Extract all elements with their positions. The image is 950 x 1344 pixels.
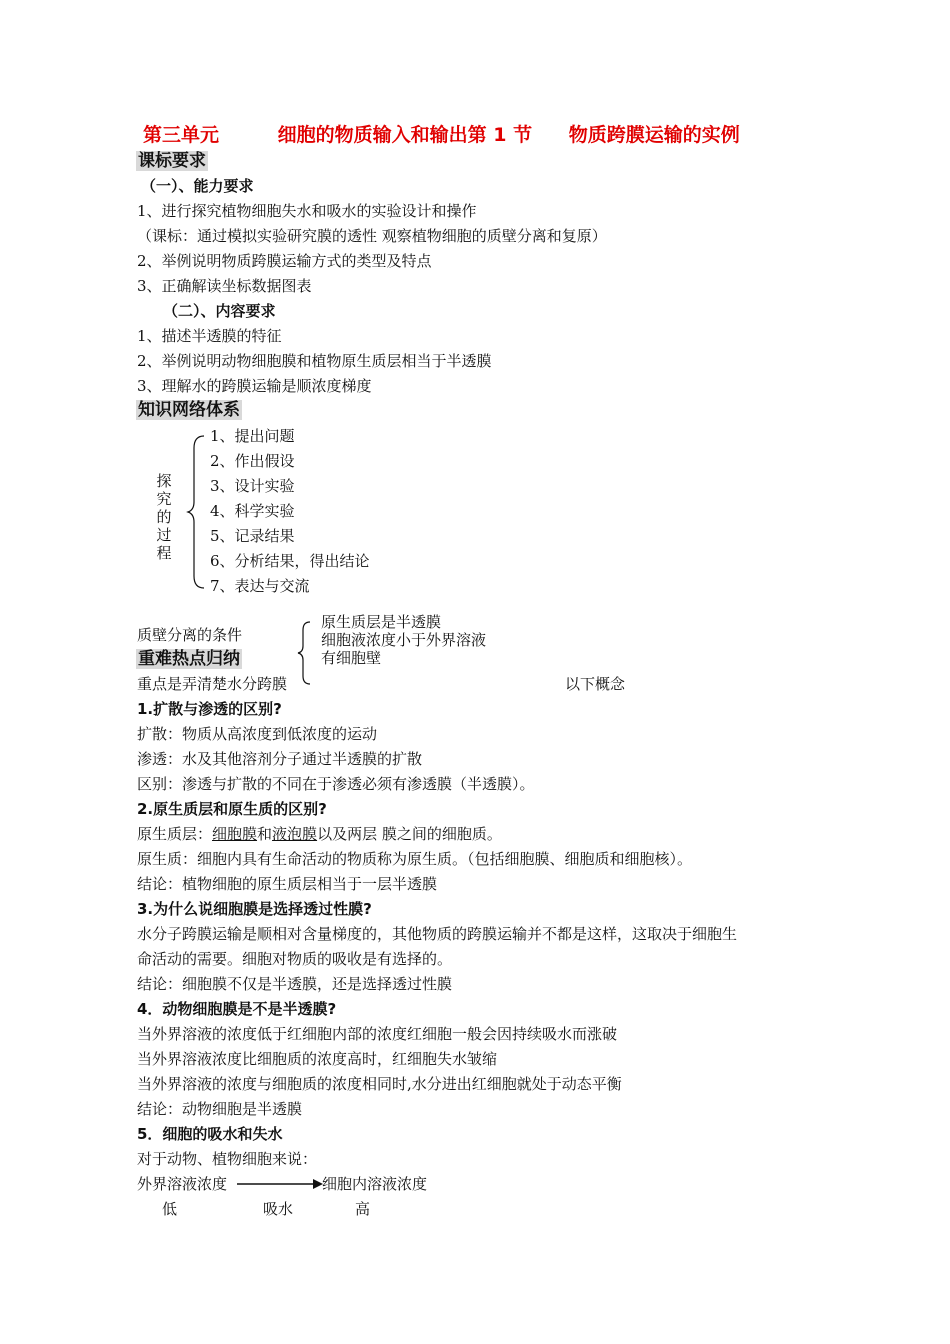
ability-heading: （一）、能力要求 xyxy=(141,177,254,195)
question-title: 5．细胞的吸水和失水 xyxy=(137,1125,283,1143)
answer-line: 结论：动物细胞是半透膜 xyxy=(137,1100,303,1118)
process-label-char: 究 xyxy=(156,490,172,508)
answer-line: 当外界溶液浓度比细胞质的浓度高时，红细胞失水皱缩 xyxy=(137,1050,498,1068)
page-title xyxy=(143,125,740,145)
answer-prefix: 原生质层： xyxy=(137,825,213,843)
process-step: 4、科学实验 xyxy=(210,502,295,520)
section-heading-knowledge: 知识网络体系 xyxy=(138,400,240,420)
answer-suffix: 以及两层 膜之间的细胞质。 xyxy=(317,825,502,843)
process-step: 7、表达与交流 xyxy=(210,577,310,595)
question-title: 1.扩散与渗透的区别? xyxy=(137,700,282,718)
underlined-term: 细胞膜 xyxy=(212,825,258,843)
key-intro-left: 重点是弄清楚水分跨膜 xyxy=(137,675,288,693)
process-label-char: 的 xyxy=(156,508,172,526)
plasmolysis-label: 质壁分离的条件 xyxy=(137,626,243,644)
content-item: 2、举例说明动物细胞膜和植物原生质层相当于半透膜 xyxy=(137,352,492,370)
process-step: 1、提出问题 xyxy=(210,427,295,445)
title-chapter: 细胞的物质输入和输出第 1 节 xyxy=(277,124,533,146)
flow-absorb: 吸水 xyxy=(263,1200,294,1218)
flow-arrow xyxy=(237,1178,323,1190)
ability-item: 1、进行探究植物细胞失水和吸水的实验设计和操作 xyxy=(137,202,477,220)
content-item: 1、描述半透膜的特征 xyxy=(137,327,282,345)
question-title: 3.为什么说细胞膜是选择透过性膜? xyxy=(137,900,372,918)
ability-item: 2、举例说明物质跨膜运输方式的类型及特点 xyxy=(137,252,432,270)
section-heading-standards: 课标要求 xyxy=(138,151,206,171)
answer-connector: 和 xyxy=(257,825,273,843)
answer-line: 水分子跨膜运输是顺相对含量梯度的，其他物质的跨膜运输并不都是这样，这取决于细胞生 xyxy=(137,925,738,943)
answer-line: 当外界溶液的浓度低于红细胞内部的浓度红细胞一般会因持续吸水而涨破 xyxy=(137,1025,618,1043)
answer-line: 扩散：物质从高浓度到低浓度的运动 xyxy=(137,725,378,743)
answer-line: 对于动物、植物细胞来说： xyxy=(137,1150,318,1168)
title-unit: 第三单元 xyxy=(143,124,220,146)
flow-from: 外界溶液浓度 xyxy=(137,1175,228,1193)
process-step: 3、设计实验 xyxy=(210,477,295,495)
ability-item: 3、正确解读坐标数据图表 xyxy=(137,277,312,295)
flow-low: 低 xyxy=(162,1200,178,1218)
process-label-char: 程 xyxy=(156,544,172,562)
plasmolysis-condition: 原生质层是半透膜 xyxy=(321,613,442,631)
flow-high: 高 xyxy=(355,1200,371,1218)
key-intro-right: 以下概念 xyxy=(565,675,626,693)
plasmolysis-condition: 有细胞壁 xyxy=(321,649,382,667)
content-heading: （二）、内容要求 xyxy=(163,302,276,320)
answer-line: 结论：植物细胞的原生质层相当于一层半透膜 xyxy=(137,875,438,893)
answer-line: 原生质：细胞内具有生命活动的物质称为原生质。（包括细胞膜、细胞质和细胞核）。 xyxy=(137,850,693,868)
process-label xyxy=(156,472,172,562)
answer-line xyxy=(137,824,502,844)
plasmolysis-brace xyxy=(296,620,314,686)
process-step: 5、记录结果 xyxy=(210,527,295,545)
process-label-char: 过 xyxy=(156,526,172,544)
question-title: 4．动物细胞膜是不是半透膜? xyxy=(137,1000,337,1018)
answer-line: 渗透：水及其他溶剂分子通过半透膜的扩散 xyxy=(137,750,423,768)
answer-line: 区别：渗透与扩散的不同在于渗透必须有渗透膜（半透膜）。 xyxy=(137,775,535,793)
plasmolysis-condition: 细胞液浓度小于外界溶液 xyxy=(321,631,487,649)
flow-to: 细胞内溶液浓度 xyxy=(322,1175,428,1193)
content-item: 3、理解水的跨膜运输是顺浓度梯度 xyxy=(137,377,372,395)
answer-line: 命活动的需要。细胞对物质的吸收是有选择的。 xyxy=(137,950,453,968)
title-topic: 物质跨膜运输的实例 xyxy=(568,124,740,146)
process-step: 6、分析结果，得出结论 xyxy=(210,552,370,570)
ability-item: （课标：通过模拟实验研究膜的透性 观察植物细胞的质壁分离和复原） xyxy=(137,227,607,245)
answer-line: 当外界溶液的浓度与细胞质的浓度相同时,水分进出红细胞就处于动态平衡 xyxy=(137,1075,622,1093)
process-step: 2、作出假设 xyxy=(210,452,295,470)
process-label-char: 探 xyxy=(156,472,172,490)
question-title: 2.原生质层和原生质的区别? xyxy=(137,800,327,818)
process-brace xyxy=(186,432,206,592)
answer-line: 结论：细胞膜不仅是半透膜，还是选择透过性膜 xyxy=(137,975,453,993)
underlined-term: 液泡膜 xyxy=(272,825,318,843)
section-heading-key: 重难热点归纳 xyxy=(138,649,240,669)
